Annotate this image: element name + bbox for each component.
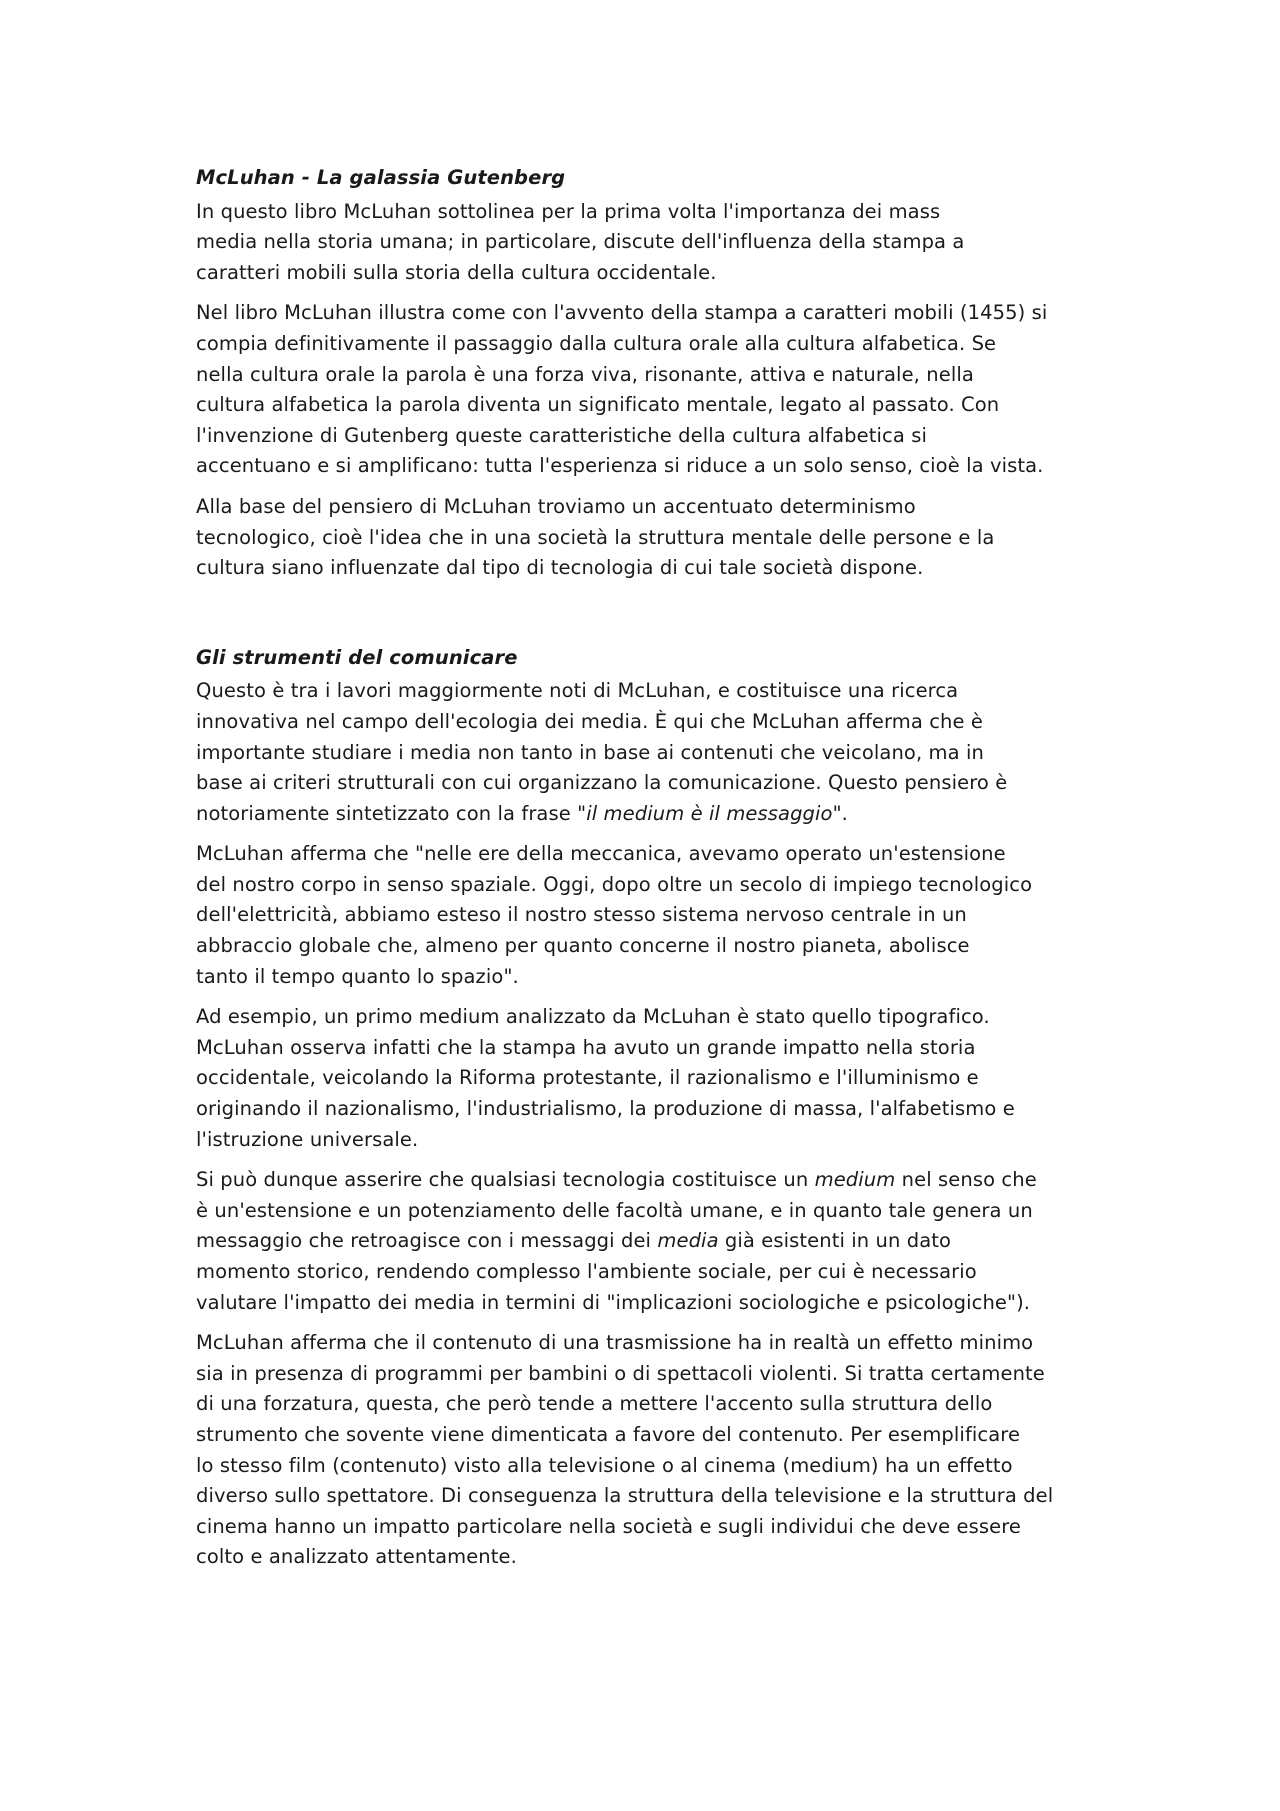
text-run: nel senso che xyxy=(895,1168,1037,1192)
text-line: caratteri mobili sulla storia della cultura occidentale. xyxy=(196,260,717,284)
text-run: messaggio che retroagisce con i messaggi dei xyxy=(196,1229,658,1253)
paragraph xyxy=(196,1165,1096,1318)
text-line: Questo è tra i lavori maggiormente noti di McLuhan, e costituisce una ricerca xyxy=(196,679,959,703)
text-line: tanto il tempo quanto lo spazio". xyxy=(196,964,519,988)
text-line: l'invenzione di Gutenberg queste caratteristiche della cultura alfabetica si xyxy=(196,423,927,447)
paragraph xyxy=(196,1002,1096,1155)
paragraph xyxy=(196,492,1096,584)
text-line: Ad esempio, un primo medium analizzato da McLuhan è stato quello tipografico. xyxy=(196,1005,990,1029)
text-line: In questo libro McLuhan sottolinea per la prima volta l'importanza dei mass xyxy=(196,199,941,223)
text-line: valutare l'impatto dei media in termini di "implicazioni sociologiche e psicologiche"). xyxy=(196,1290,1031,1314)
italic-quote: il medium è il messaggio xyxy=(586,801,833,825)
text-line: cultura alfabetica la parola diventa un significato mentale, legato al passato. Con xyxy=(196,393,1000,417)
paragraph xyxy=(196,298,1096,482)
text-line: cinema hanno un impatto particolare nella società e sugli individui che deve essere xyxy=(196,1514,1022,1538)
text-line: cultura siano influenzate dal tipo di tecnologia di cui tale società dispone. xyxy=(196,556,924,580)
text-line: McLuhan afferma che il contenuto di una trasmissione ha in realtà un effetto minimo xyxy=(196,1331,1034,1355)
text-line: dell'elettricità, abbiamo esteso il nostro stesso sistema nervoso centrale in un xyxy=(196,903,967,927)
document-page xyxy=(196,163,1096,1583)
text-line: strumento che sovente viene dimenticata a favore del contenuto. Per esemplificare xyxy=(196,1422,1021,1446)
text-line: media nella storia umana; in particolare, discute dell'influenza della stampa a xyxy=(196,230,965,254)
text-line: momento storico, rendendo complesso l'ambiente sociale, per cui è necessario xyxy=(196,1260,977,1283)
text-line: colto e analizzato attentamente. xyxy=(196,1545,517,1569)
text-run: Si può dunque asserire che qualsiasi tecnologia costituisce un xyxy=(196,1168,815,1192)
text-line: del nostro corpo in senso spaziale. Oggi, dopo oltre un secolo di impiego tecnologico xyxy=(196,872,1033,896)
text-line xyxy=(196,1226,1096,1257)
paragraph xyxy=(196,839,1096,992)
text-line: base ai criteri strutturali con cui organizzano la comunicazione. Questo pensiero è xyxy=(196,771,1008,795)
text-line: di una forzatura, questa, che però tende a mettere l'accento sulla struttura dello xyxy=(196,1392,993,1416)
text-run: già esistenti in un dato xyxy=(718,1229,952,1253)
section-spacer xyxy=(196,594,1096,643)
text-line: Nel libro McLuhan illustra come con l'avvento della stampa a caratteri mobili (1455) si xyxy=(196,301,1048,325)
paragraph xyxy=(196,1328,1096,1573)
text-line: l'istruzione universale. xyxy=(196,1127,419,1151)
text-line: compia definitivamente il passaggio dalla cultura orale alla cultura alfabetica. Se xyxy=(196,331,997,355)
italic-term: medium xyxy=(814,1168,896,1192)
text-line: accentuano e si amplificano: tutta l'esperienza si riduce a un solo senso, cioè la vista. xyxy=(196,454,1044,478)
text-line: lo stesso film (contenuto) visto alla televisione o al cinema (medium) ha un effetto xyxy=(196,1453,1013,1477)
text-line: McLuhan osserva infatti che la stampa ha avuto un grande impatto nella storia xyxy=(196,1035,976,1059)
text-line: diverso sullo spettatore. Di conseguenza la struttura della televisione e la struttura del xyxy=(196,1484,1054,1508)
text-line: nella cultura orale la parola è una forza viva, risonante, attiva e naturale, nella xyxy=(196,362,974,386)
text-run: ". xyxy=(832,801,848,825)
section-heading-strumenti-comunicare: Gli strumenti del comunicare xyxy=(196,645,518,669)
italic-term: media xyxy=(657,1229,719,1253)
text-line: McLuhan afferma che "nelle ere della meccanica, avevamo operato un'estensione xyxy=(196,842,1006,866)
text-line: importante studiare i media non tanto in base ai contenuti che veicolano, ma in xyxy=(196,740,984,764)
text-line: è un'estensione e un potenziamento delle facoltà umane, e in quanto tale genera un xyxy=(196,1198,1033,1222)
text-line: Alla base del pensiero di McLuhan troviamo un accentuato determinismo xyxy=(196,494,916,518)
text-line xyxy=(196,1165,1096,1196)
paragraph xyxy=(196,197,1096,289)
text-run: notoriamente sintetizzato con la frase " xyxy=(196,801,587,825)
text-line: occidentale, veicolando la Riforma protestante, il razionalismo e l'illuminismo e xyxy=(196,1066,979,1090)
text-line: sia in presenza di programmi per bambini o di spettacoli violenti. Si tratta certamente xyxy=(196,1361,1045,1385)
text-line: tecnologico, cioè l'idea che in una società la struttura mentale delle persone e la xyxy=(196,525,995,549)
text-line xyxy=(196,799,1096,830)
text-line: abbraccio globale che, almeno per quanto concerne il nostro pianeta, abolisce xyxy=(196,934,970,958)
text-line: originando il nazionalismo, l'industrialismo, la produzione di massa, l'alfabetismo e xyxy=(196,1097,1015,1121)
section-heading-galassia-gutenberg: McLuhan - La galassia Gutenberg xyxy=(196,166,566,189)
paragraph xyxy=(196,676,1096,829)
text-line: innovativa nel campo dell'ecologia dei media. È qui che McLuhan afferma che è xyxy=(196,709,983,733)
